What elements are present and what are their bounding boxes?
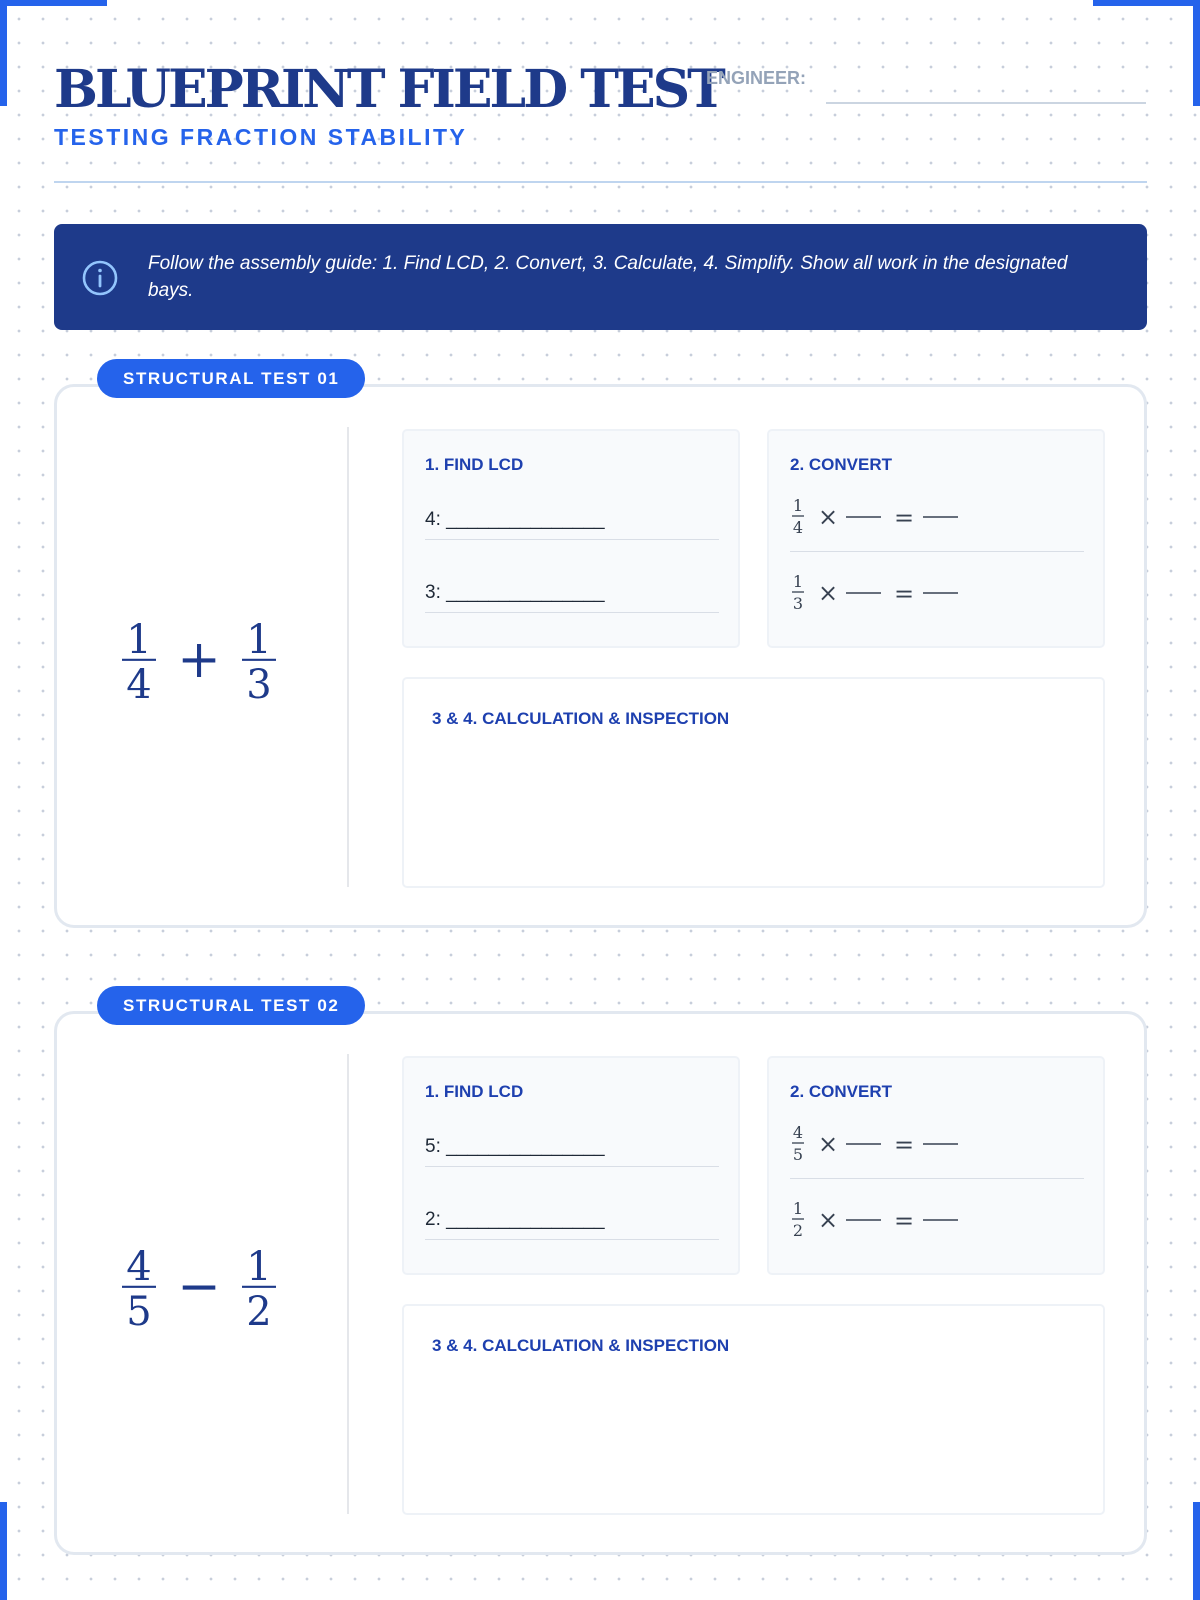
- problem-fraction-a: [122, 619, 156, 703]
- panel-title: 2. CONVERT: [790, 455, 893, 474]
- convert-row[interactable]: [790, 495, 1084, 552]
- structural-test-card: [54, 996, 1147, 1555]
- corner-bracket-top-left-vertical: [0, 0, 7, 106]
- convert-denominator: 2: [792, 1221, 804, 1240]
- lcd-multiples-label: 4: _______________: [425, 509, 605, 530]
- convert-numerator: 1: [792, 1199, 804, 1218]
- operator-sign: −: [177, 1257, 221, 1317]
- equals-sign: =: [893, 1207, 915, 1235]
- operator-sign: +: [177, 630, 221, 690]
- structural-test-card: [54, 369, 1147, 928]
- corner-bracket-top-right: [1093, 0, 1200, 6]
- problem-fraction-b: [242, 619, 276, 703]
- info-icon: [81, 259, 119, 297]
- lcd-multiples-field[interactable]: [425, 497, 719, 540]
- panel-title: 3 & 4. CALCULATION & INSPECTION: [432, 709, 730, 728]
- page-subtitle: TESTING FRACTION STABILITY: [54, 124, 468, 150]
- header-divider: [54, 181, 1147, 183]
- worksheet-header: [54, 58, 1147, 184]
- calculation-workspace[interactable]: [402, 677, 1105, 888]
- fraction-problem: [117, 619, 287, 703]
- corner-bracket-top-right-vertical: [1193, 0, 1200, 106]
- convert-denominator: 5: [792, 1145, 804, 1164]
- multiply-sign: ×: [817, 1206, 839, 1234]
- lcd-multiples-field[interactable]: [425, 1197, 719, 1240]
- multiply-sign: ×: [817, 503, 839, 531]
- test-badge: STRUCTURAL TEST 02: [97, 986, 365, 1025]
- equals-sign: =: [893, 1131, 915, 1159]
- panel-title: 2. CONVERT: [790, 1082, 893, 1101]
- problem-fraction-b-numerator: 1: [246, 1246, 272, 1290]
- lcd-multiples-label: 3: _______________: [425, 582, 605, 603]
- engineer-label: ENGINEER:: [706, 68, 807, 88]
- problem-fraction-b: [242, 1246, 276, 1330]
- convert-numerator: 1: [792, 496, 804, 515]
- convert-row[interactable]: [790, 1122, 1084, 1179]
- multiply-sign: ×: [817, 1130, 839, 1158]
- card-divider: [347, 1054, 349, 1514]
- lcd-multiples-field[interactable]: [425, 570, 719, 613]
- problem-fraction-b-denominator: 2: [246, 1289, 272, 1330]
- lcd-multiples-field[interactable]: [425, 1124, 719, 1167]
- instructions-text: Follow the assembly guide: 1. Find LCD, 2. Convert, 3. Calculate, 4. Simplify. Show all work in the designated bays.: [148, 253, 1068, 301]
- problem-fraction-b-denominator: 3: [246, 662, 272, 703]
- problem-fraction-b-numerator: 1: [246, 619, 272, 663]
- problem-fraction-a: [122, 1246, 156, 1330]
- fraction-problem: [117, 1246, 287, 1330]
- engineer-name-field[interactable]: [826, 102, 1146, 104]
- multiply-sign: ×: [817, 579, 839, 607]
- convert-row[interactable]: [790, 571, 1084, 627]
- panel-title: 3 & 4. CALCULATION & INSPECTION: [432, 1336, 730, 1355]
- corner-bracket-bottom-left: [0, 1502, 7, 1600]
- convert-row[interactable]: [790, 1198, 1084, 1254]
- convert-numerator: 4: [792, 1123, 804, 1142]
- problem-fraction-a-denominator: 5: [126, 1289, 152, 1330]
- find-lcd-panel: [402, 1056, 740, 1275]
- convert-denominator: 4: [792, 518, 804, 537]
- card-divider: [347, 427, 349, 887]
- convert-numerator: 1: [792, 572, 804, 591]
- corner-bracket-bottom-right: [1193, 1502, 1200, 1600]
- calculation-workspace[interactable]: [402, 1304, 1105, 1515]
- find-lcd-panel: [402, 429, 740, 648]
- corner-bracket-top-left: [0, 0, 107, 6]
- problem-fraction-a-numerator: 1: [126, 619, 152, 663]
- problem-fraction-a-denominator: 4: [126, 662, 152, 703]
- instructions-banner: [54, 224, 1147, 330]
- problem-fraction-a-numerator: 4: [126, 1246, 152, 1290]
- lcd-multiples-label: 2: _______________: [425, 1209, 605, 1230]
- test-badge: STRUCTURAL TEST 01: [97, 359, 365, 398]
- convert-panel: [767, 1056, 1105, 1275]
- lcd-multiples-label: 5: _______________: [425, 1136, 605, 1157]
- convert-panel: [767, 429, 1105, 648]
- equals-sign: =: [893, 580, 915, 608]
- panel-title: 1. FIND LCD: [425, 1082, 524, 1101]
- equals-sign: =: [893, 504, 915, 532]
- panel-title: 1. FIND LCD: [425, 455, 524, 474]
- convert-denominator: 3: [792, 594, 804, 613]
- page-title: BLUEPRINT FIELD TEST: [54, 59, 723, 120]
